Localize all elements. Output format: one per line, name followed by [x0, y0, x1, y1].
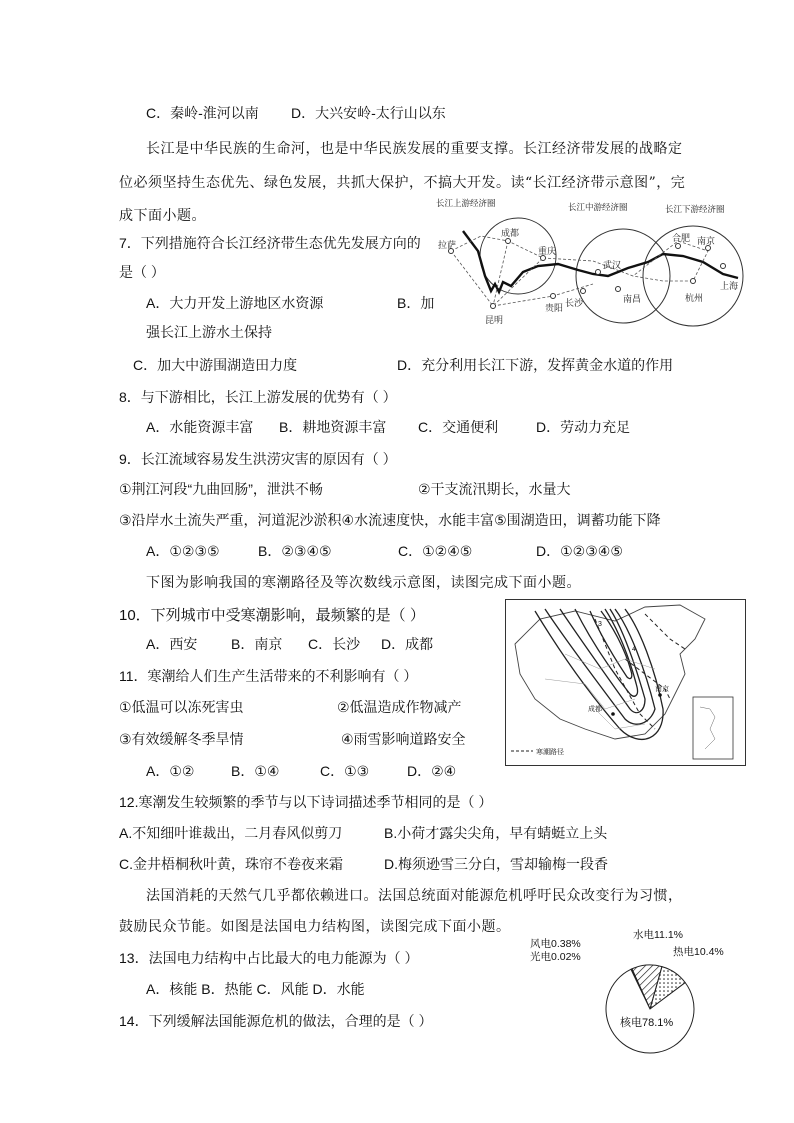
passage-line: 法国消耗的天然气几乎都依赖进口。法国总统面对能源危机呼吁民众改变行为习惯，	[146, 888, 683, 904]
city-label: 成都	[501, 228, 520, 238]
question-7-cont: 是（ ）	[119, 264, 165, 280]
pie-slices	[606, 965, 694, 1053]
option-b-cont: 强长江上游水土保持	[146, 324, 272, 340]
city-label: 成都	[588, 706, 602, 713]
passage-line: 长江是中华民族的生命河，也是中华民族发展的重要支撑。长江经济带发展的战略定	[146, 141, 683, 157]
option-b: B．南京	[231, 636, 283, 652]
option-c: C．加大中游围湖造田力度	[133, 357, 298, 373]
option-c: C．①③	[320, 763, 370, 779]
question-11: 11．寒潮给人们生产生活带来的不利影响有（ ）	[119, 668, 418, 684]
city-label: 合肥	[672, 233, 691, 243]
option-a: A．①②③⑤	[146, 543, 220, 559]
statement: ①荆江河段“九曲回肠”，泄洪不畅	[119, 481, 323, 497]
slice-label-nuclear: 核电78.1%	[620, 1017, 674, 1029]
option-b: B．加	[397, 295, 435, 311]
city-label: 昆明	[485, 315, 504, 325]
statement: ②低温造成作物减产	[337, 699, 462, 715]
city-label: 拉萨	[438, 240, 457, 250]
option-c: C．交通便利	[418, 419, 499, 435]
option-c: C.金井梧桐秋叶黄，珠帘不卷夜来霜	[119, 856, 343, 872]
circle-label: 长江上游经济圈	[436, 198, 496, 208]
city-label: 武汉	[603, 260, 622, 270]
question-9: 9．长江流域容易发生洪涝灾害的原因有（ ）	[119, 451, 397, 467]
option-c: C．长沙	[308, 636, 361, 652]
slice-label-wind: 风电0.38%	[530, 938, 581, 950]
city-label: 重庆	[538, 246, 557, 256]
slice-label-thermal: 热电10.4%	[673, 946, 724, 958]
circle-label: 长江下游经济圈	[665, 204, 725, 214]
statement: ①低温可以冻死害虫	[119, 699, 244, 715]
city-label: 南昌	[623, 294, 642, 304]
option-d: D．①②③④⑤	[536, 543, 623, 559]
passage-line: 位必须坚持生态优先、绿色发展，共抓大保护，不搞大开发。读“长江经济带示意图”，完	[119, 175, 686, 191]
question-13-options: A．核能 B．热能 C．风能 D．水能	[146, 981, 365, 997]
question-10: 10．下列城市中受寒潮影响，最频繁的是（ ）	[119, 607, 425, 624]
option-c: C．①②④⑤	[398, 543, 473, 559]
yangtze-economic-belt-map	[433, 196, 748, 331]
option-a: A．西安	[146, 636, 198, 652]
city-label: 杭州	[685, 293, 704, 303]
option-c-line: C．秦岭-淮河以南	[146, 105, 259, 121]
option-d: D．②④	[407, 763, 457, 779]
statement: ②干支流汛期长，水量大	[418, 481, 571, 497]
option-b: B．耕地资源丰富	[279, 419, 387, 435]
question-14: 14．下列缓解法国能源危机的做法，合理的是（ ）	[119, 1013, 433, 1029]
passage-line: 成下面小题。	[119, 208, 206, 224]
legend-label: 寒潮路径	[536, 749, 564, 756]
question-8: 8．与下游相比，长江上游发展的优势有（ ）	[119, 389, 397, 405]
contour-label: 4	[632, 646, 636, 653]
option-b: B.小荷才露尖尖角，早有蜻蜓立上头	[384, 825, 608, 841]
statement: ④雨雪影响道路安全	[341, 731, 466, 747]
statement: ③有效缓解冬季旱情	[119, 731, 244, 747]
option-b: B．①④	[231, 763, 280, 779]
city-label: 贵阳	[545, 303, 564, 313]
option-b: B．②③④⑤	[258, 543, 332, 559]
option-d: D．劳动力充足	[536, 419, 631, 435]
question-13: 13．法国电力结构中占比最大的电力能源为（ ）	[119, 950, 419, 966]
city-label: 南京	[655, 686, 669, 693]
option-d: D.梅须逊雪三分白，雪却输梅一段香	[384, 856, 608, 872]
france-electricity-pie-chart	[530, 925, 745, 1060]
passage-line: 下图为影响我国的寒潮路径及等次数线示意图，读图完成下面小题。	[146, 575, 581, 591]
inset-map	[693, 697, 733, 759]
option-a: A．水能资源丰富	[146, 419, 254, 435]
option-a: A．大力开发上游地区水资源	[146, 295, 324, 311]
statement: ③沿岸水土流失严重，河道泥沙淤积④水流速度快，水能丰富⑤围湖造田，调蓄功能下降	[119, 512, 661, 528]
option-a: A．①②	[146, 763, 195, 779]
slice-label-solar: 光电0.02%	[530, 951, 581, 963]
option-d-line: D．大兴安岭-太行山以东	[291, 105, 446, 121]
option-a: A.不知细叶谁裁出，二月春风似剪刀	[119, 825, 343, 841]
city-label: 上海	[720, 281, 739, 291]
option-d: D．成都	[381, 636, 434, 652]
cold-wave-map	[505, 599, 746, 766]
city-label: 南京	[697, 236, 716, 246]
city-label: 长沙	[565, 298, 584, 308]
question-7: 7．下列措施符合长江经济带生态优先发展方向的	[119, 235, 421, 251]
question-12: 12.寒潮发生较频繁的季节与以下诗词描述季节相同的是（ ）	[119, 794, 493, 810]
option-d: D．充分利用长江下游，发挥黄金水道的作用	[397, 357, 674, 373]
contour-label: 3	[598, 621, 602, 628]
slice-label-hydro: 水电11.1%	[633, 929, 683, 941]
passage-line: 鼓励民众节能。如图是法国电力结构图，读图完成下面小题。	[119, 919, 511, 935]
circle-label: 长江中游经济圈	[568, 202, 628, 212]
